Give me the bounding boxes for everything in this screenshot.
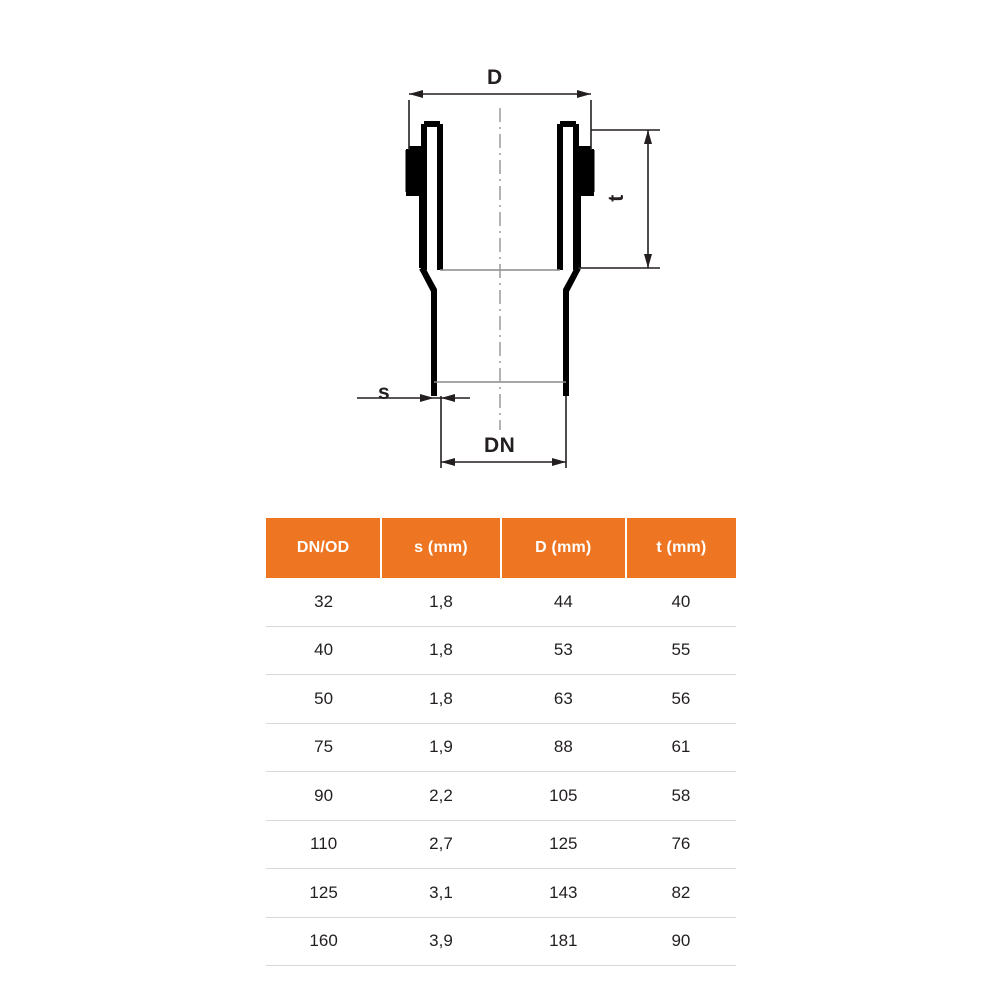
cell-t: 55 <box>626 626 736 675</box>
cell-dn-od: 90 <box>266 772 381 821</box>
cell-s: 2,2 <box>381 772 501 821</box>
cell-d: 88 <box>501 723 626 772</box>
cell-s: 2,7 <box>381 820 501 869</box>
cell-t: 58 <box>626 772 736 821</box>
dimension-label-DN: DN <box>484 434 516 457</box>
cell-dn-od: 160 <box>266 917 381 966</box>
seal-ring-left <box>410 150 424 192</box>
cell-d: 63 <box>501 675 626 724</box>
cell-s: 3,1 <box>381 869 501 918</box>
table-row <box>266 578 736 626</box>
cell-s: 1,8 <box>381 626 501 675</box>
dimensions-table <box>266 518 736 966</box>
dimension-label-D: D <box>487 66 503 89</box>
column-header-t: t (mm) <box>626 518 736 578</box>
dimensions-table-container <box>266 518 736 966</box>
cell-dn-od: 40 <box>266 626 381 675</box>
cell-dn-od: 75 <box>266 723 381 772</box>
table-row <box>266 626 736 675</box>
cell-s: 1,8 <box>381 578 501 626</box>
column-header-d: D (mm) <box>501 518 626 578</box>
cell-s: 3,9 <box>381 917 501 966</box>
cell-d: 44 <box>501 578 626 626</box>
cell-t: 56 <box>626 675 736 724</box>
cell-d: 53 <box>501 626 626 675</box>
cell-t: 82 <box>626 869 736 918</box>
table-row <box>266 675 736 724</box>
cell-dn-od: 50 <box>266 675 381 724</box>
column-header-s: s (mm) <box>381 518 501 578</box>
cell-dn-od: 125 <box>266 869 381 918</box>
table-row <box>266 723 736 772</box>
dimension-label-t: t <box>604 194 628 202</box>
table-header-row <box>266 518 736 578</box>
cell-t: 90 <box>626 917 736 966</box>
cell-dn-od: 110 <box>266 820 381 869</box>
cell-s: 1,9 <box>381 723 501 772</box>
cell-d: 181 <box>501 917 626 966</box>
table-row <box>266 917 736 966</box>
cell-t: 76 <box>626 820 736 869</box>
table-header <box>266 518 736 578</box>
cell-t: 40 <box>626 578 736 626</box>
cell-d: 105 <box>501 772 626 821</box>
table-row <box>266 820 736 869</box>
table-body <box>266 578 736 966</box>
cell-t: 61 <box>626 723 736 772</box>
seal-ring-right <box>576 150 590 192</box>
cell-d: 143 <box>501 869 626 918</box>
cell-s: 1,8 <box>381 675 501 724</box>
dimension-label-s: s <box>378 381 391 404</box>
cell-dn-od: 32 <box>266 578 381 626</box>
table-row <box>266 869 736 918</box>
table-row <box>266 772 736 821</box>
cell-d: 125 <box>501 820 626 869</box>
column-header-dn-od: DN/OD <box>266 518 381 578</box>
